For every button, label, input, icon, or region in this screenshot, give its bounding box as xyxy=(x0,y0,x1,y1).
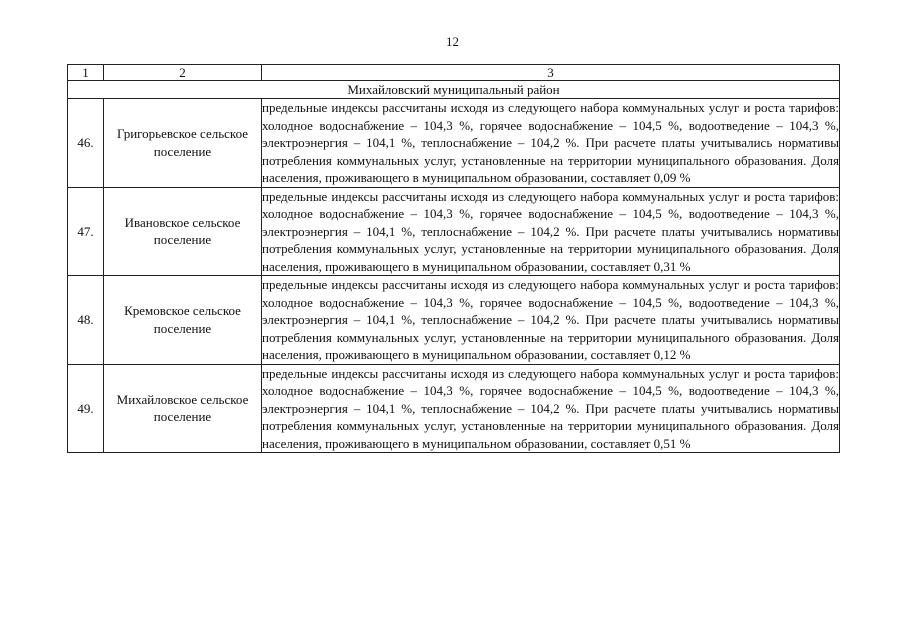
row-description xyxy=(262,99,840,188)
row-number: 49. xyxy=(68,364,104,453)
description-text: предельные индексы рассчитаны исходя из следующего набора коммунальных услуг и роста тарифов: холодное водоснабжение – 104,3 %, горячее водоснабжение – 104,5 %, водоотведение – 104,3 %, электроэнергия – 104,1 %, теплоснабжение – 104,2 %. При расчете платы учитывались нормативы потребления коммунальных услуг, установленные на территории муниципального образования. Доля населения, проживающего в муниципальном образовании, составляет 0,31 % xyxy=(262,188,839,274)
row-number: 46. xyxy=(68,99,104,188)
settlement-name: Михайловское сельское поселение xyxy=(104,364,262,453)
tariff-table xyxy=(67,64,840,453)
district-row xyxy=(68,81,840,99)
page-number: 12 xyxy=(446,34,459,49)
settlement-name: Ивановское сельское поселение xyxy=(104,187,262,276)
description-text: предельные индексы рассчитаны исходя из следующего набора коммунальных услуг и роста тарифов: холодное водоснабжение – 104,3 %, горячее водоснабжение – 104,5 %, водоотведение – 104,3 %, электроэнергия – 104,1 %, теплоснабжение – 104,2 %. При расчете платы учитывались нормативы потребления коммунальных услуг, установленные на территории муниципального образования. Доля населения, проживающего в муниципальном образовании, составляет 0,51 % xyxy=(262,365,839,451)
table-row xyxy=(68,364,840,453)
header-cell-2: 2 xyxy=(104,65,262,81)
row-number: 48. xyxy=(68,276,104,365)
table-header-row xyxy=(68,65,840,81)
header-cell-1: 1 xyxy=(68,65,104,81)
row-description xyxy=(262,276,840,365)
table-row xyxy=(68,99,840,188)
table-row xyxy=(68,187,840,276)
row-number: 47. xyxy=(68,187,104,276)
row-description xyxy=(262,364,840,453)
description-text: предельные индексы рассчитаны исходя из следующего набора коммунальных услуг и роста тарифов: холодное водоснабжение – 104,3 %, горячее водоснабжение – 104,5 %, водоотведение – 104,3 %, электроэнергия – 104,1 %, теплоснабжение – 104,2 %. При расчете платы учитывались нормативы потребления коммунальных услуг, установленные на территории муниципального образования. Доля населения, проживающего в муниципальном образовании, составляет 0,09 % xyxy=(262,100,839,185)
district-name: Михайловский муниципальный район xyxy=(68,81,840,99)
settlement-name: Григорьевское сельское поселение xyxy=(104,99,262,188)
description-text: предельные индексы рассчитаны исходя из следующего набора коммунальных услуг и роста тарифов: холодное водоснабжение – 104,3 %, горячее водоснабжение – 104,5 %, водоотведение – 104,3 %, электроэнергия – 104,1 %, теплоснабжение – 104,2 %. При расчете платы учитывались нормативы потребления коммунальных услуг, установленные на территории муниципального образования. Доля населения, проживающего в муниципальном образовании, составляет 0,12 % xyxy=(262,277,839,362)
settlement-name: Кремовское сельское поселение xyxy=(104,276,262,365)
header-cell-3: 3 xyxy=(262,65,840,81)
row-description xyxy=(262,187,840,276)
table-row xyxy=(68,276,840,365)
